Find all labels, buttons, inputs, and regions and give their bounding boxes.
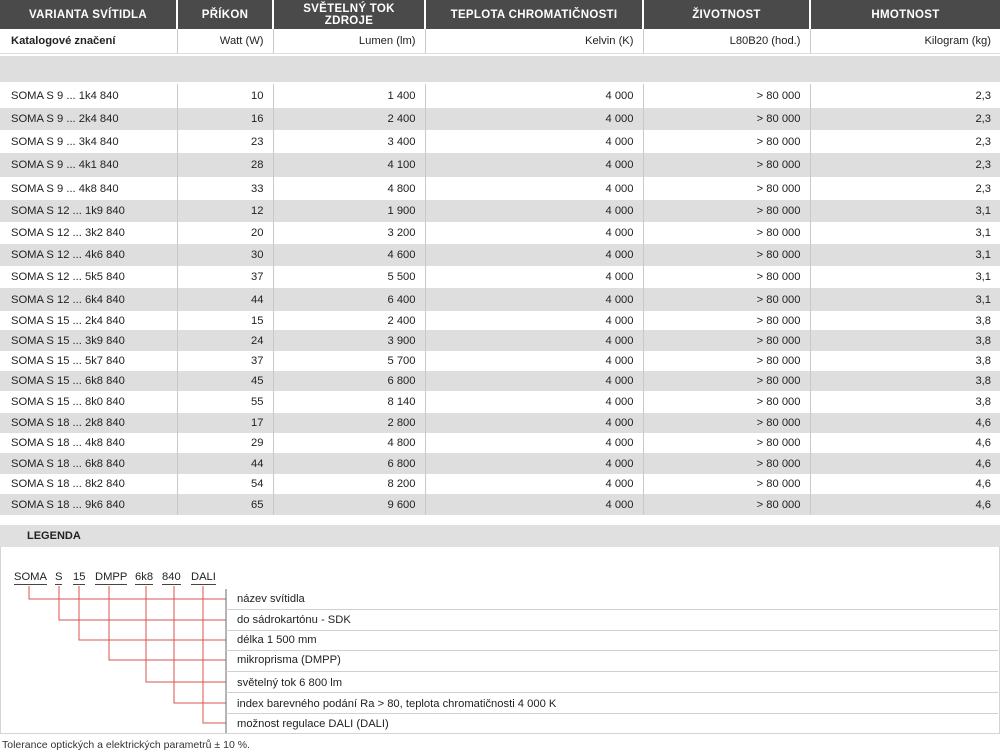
cell-weight: 2,3 [810,153,1000,177]
legend-separator [226,713,998,714]
cell-power: 17 [177,413,273,433]
cell-weight: 4,6 [810,494,1000,515]
legend-desc-mounting: do sádrokartónu - SDK [237,614,351,626]
cell-flux: 4 100 [273,153,425,177]
cell-lifetime: > 80 000 [643,433,810,453]
cell-temperature: 4 000 [425,288,643,311]
code-part-length: 15 [73,571,86,583]
unit-temperature: Kelvin (K) [425,29,643,54]
cell-variant: SOMA S 9 ... 2k4 840 [0,108,177,130]
cell-variant: SOMA S 18 ... 8k2 840 [0,474,177,494]
legend-connector [59,586,226,620]
cell-variant: SOMA S 12 ... 4k6 840 [0,244,177,266]
unit-flux: Lumen (lm) [273,29,425,54]
cell-power: 30 [177,244,273,266]
cell-power: 33 [177,177,273,200]
cell-temperature: 4 000 [425,391,643,413]
cell-weight: 3,1 [810,266,1000,288]
unit-catalog: Katalogové značení [0,29,177,54]
cell-power: 23 [177,130,273,153]
cell-weight: 4,6 [810,433,1000,453]
cell-temperature: 4 000 [425,108,643,130]
cell-variant: SOMA S 18 ... 4k8 840 [0,433,177,453]
legend-desc-optic: mikroprisma (DMPP) [237,654,341,666]
unit-lifetime: L80B20 (hod.) [643,29,810,54]
cell-lifetime: > 80 000 [643,371,810,391]
cell-weight: 3,8 [810,330,1000,351]
header-luminous-flux: SVĚTELNÝ TOK ZDROJE [273,0,425,29]
cell-lifetime: > 80 000 [643,177,810,200]
cell-flux: 4 800 [273,177,425,200]
cell-power: 12 [177,200,273,222]
cell-lifetime: > 80 000 [643,153,810,177]
cell-variant: SOMA S 9 ... 4k1 840 [0,153,177,177]
cell-power: 28 [177,153,273,177]
cell-flux: 3 400 [273,130,425,153]
cell-power: 10 [177,84,273,108]
legend-connector [146,586,226,682]
cell-lifetime: > 80 000 [643,311,810,330]
cell-variant: SOMA S 12 ... 3k2 840 [0,222,177,244]
legend-separator [226,630,998,631]
cell-weight: 2,3 [810,130,1000,153]
tolerance-footnote: Tolerance optických a elektrických parametrů ± 10 %. [2,739,250,751]
cell-power: 20 [177,222,273,244]
cell-temperature: 4 000 [425,153,643,177]
cell-flux: 5 500 [273,266,425,288]
cell-flux: 8 140 [273,391,425,413]
cell-variant: SOMA S 9 ... 3k4 840 [0,130,177,153]
header-weight: HMOTNOST [810,0,1000,29]
cell-variant: SOMA S 15 ... 8k0 840 [0,391,177,413]
header-variant: VARIANTA SVÍTIDLA [0,0,177,29]
cell-variant: SOMA S 12 ... 6k4 840 [0,288,177,311]
cell-power: 44 [177,453,273,474]
code-part-name: SOMA [14,571,47,583]
legend-connector [174,586,226,703]
cell-lifetime: > 80 000 [643,494,810,515]
cell-flux: 4 800 [273,433,425,453]
cell-lifetime: > 80 000 [643,266,810,288]
cell-lifetime: > 80 000 [643,288,810,311]
cell-temperature: 4 000 [425,200,643,222]
legend-desc-length: délka 1 500 mm [237,634,317,646]
cell-temperature: 4 000 [425,351,643,371]
cell-flux: 1 900 [273,200,425,222]
cell-lifetime: > 80 000 [643,108,810,130]
legend-connector [79,586,226,640]
cell-flux: 2 400 [273,108,425,130]
cell-variant: SOMA S 15 ... 5k7 840 [0,351,177,371]
cell-weight: 3,8 [810,351,1000,371]
header-color-temperature: TEPLOTA CHROMATIČNOSTI [425,0,643,29]
legend-title: LEGENDA [27,530,81,542]
cell-power: 15 [177,311,273,330]
cell-lifetime: > 80 000 [643,474,810,494]
cell-weight: 3,1 [810,288,1000,311]
cell-flux: 3 900 [273,330,425,351]
cell-temperature: 4 000 [425,330,643,351]
cell-flux: 6 800 [273,371,425,391]
cell-weight: 3,1 [810,200,1000,222]
legend-desc-flux: světelný tok 6 800 lm [237,677,343,689]
code-part-cri-cct: 840 [162,571,181,583]
cell-power: 37 [177,266,273,288]
cell-power: 65 [177,494,273,515]
cell-lifetime: > 80 000 [643,330,810,351]
cell-lifetime: > 80 000 [643,130,810,153]
cell-power: 54 [177,474,273,494]
cell-weight: 4,6 [810,413,1000,433]
cell-lifetime: > 80 000 [643,222,810,244]
cell-variant: SOMA S 18 ... 6k8 840 [0,453,177,474]
cell-variant: SOMA S 12 ... 1k9 840 [0,200,177,222]
cell-flux: 6 400 [273,288,425,311]
unit-weight: Kilogram (kg) [810,29,1000,54]
cell-lifetime: > 80 000 [643,453,810,474]
legend-separator [226,609,998,610]
cell-power: 24 [177,330,273,351]
cell-flux: 3 200 [273,222,425,244]
cell-temperature: 4 000 [425,433,643,453]
cell-power: 37 [177,351,273,371]
cell-temperature: 4 000 [425,371,643,391]
cell-variant: SOMA S 12 ... 5k5 840 [0,266,177,288]
cell-flux: 6 800 [273,453,425,474]
cell-lifetime: > 80 000 [643,413,810,433]
legend-separator [226,650,998,651]
header-lifetime: ŽIVOTNOST [643,0,810,29]
cell-temperature: 4 000 [425,413,643,433]
cell-flux: 2 400 [273,311,425,330]
code-part-optic: DMPP [95,571,128,583]
cell-weight: 3,1 [810,244,1000,266]
header-power: PŘÍKON [177,0,273,29]
legend-connector [109,586,226,660]
cell-variant: SOMA S 18 ... 2k8 840 [0,413,177,433]
cell-weight: 3,1 [810,222,1000,244]
cell-power: 45 [177,371,273,391]
cell-flux: 2 800 [273,413,425,433]
cell-power: 29 [177,433,273,453]
legend-separator [226,692,998,693]
code-part-flux: 6k8 [135,571,154,583]
cell-temperature: 4 000 [425,130,643,153]
cell-variant: SOMA S 15 ... 3k9 840 [0,330,177,351]
cell-variant: SOMA S 9 ... 4k8 840 [0,177,177,200]
cell-temperature: 4 000 [425,453,643,474]
code-part-mounting: S [55,571,63,583]
cell-weight: 2,3 [810,177,1000,200]
cell-weight: 4,6 [810,474,1000,494]
cell-temperature: 4 000 [425,311,643,330]
legend-desc-cri-cct: index barevného podání Ra > 80, teplota chromatičnosti 4 000 K [237,698,557,710]
legend-separator [226,671,998,672]
legend-desc-control: možnost regulace DALI (DALI) [237,718,389,730]
cell-variant: SOMA S 15 ... 6k8 840 [0,371,177,391]
cell-variant: SOMA S 18 ... 9k6 840 [0,494,177,515]
unit-power: Watt (W) [177,29,273,54]
cell-flux: 5 700 [273,351,425,371]
cell-power: 44 [177,288,273,311]
cell-temperature: 4 000 [425,244,643,266]
cell-lifetime: > 80 000 [643,391,810,413]
cell-weight: 3,8 [810,391,1000,413]
legend-desc-name: název svítidla [237,593,305,605]
cell-power: 55 [177,391,273,413]
cell-flux: 8 200 [273,474,425,494]
cell-lifetime: > 80 000 [643,84,810,108]
cell-weight: 2,3 [810,84,1000,108]
cell-lifetime: > 80 000 [643,244,810,266]
cell-temperature: 4 000 [425,266,643,288]
cell-weight: 3,8 [810,311,1000,330]
code-part-control: DALI [191,571,216,583]
cell-power: 16 [177,108,273,130]
cell-temperature: 4 000 [425,494,643,515]
cell-flux: 4 600 [273,244,425,266]
cell-flux: 1 400 [273,84,425,108]
cell-variant: SOMA S 9 ... 1k4 840 [0,84,177,108]
cell-temperature: 4 000 [425,474,643,494]
cell-temperature: 4 000 [425,222,643,244]
cell-temperature: 4 000 [425,84,643,108]
cell-weight: 3,8 [810,371,1000,391]
legend-connector [203,586,226,723]
cell-flux: 9 600 [273,494,425,515]
cell-temperature: 4 000 [425,177,643,200]
cell-lifetime: > 80 000 [643,351,810,371]
cell-lifetime: > 80 000 [643,200,810,222]
cell-weight: 4,6 [810,453,1000,474]
cell-variant: SOMA S 15 ... 2k4 840 [0,311,177,330]
cell-weight: 2,3 [810,108,1000,130]
